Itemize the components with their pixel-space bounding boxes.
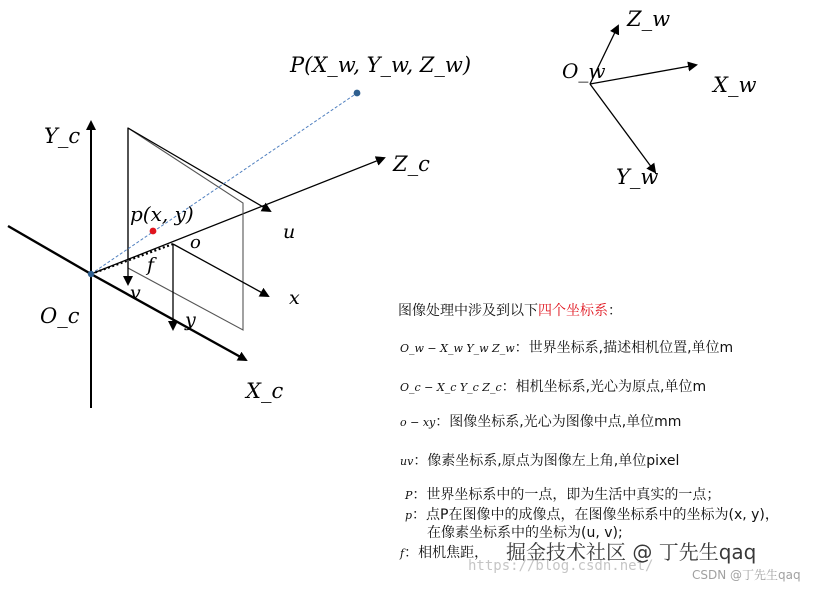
image-plane	[128, 128, 243, 330]
label-Xw: X_w	[713, 73, 757, 97]
camera-x-axis	[91, 274, 246, 360]
watermark-csdn: CSDN @丁先生qaq	[692, 568, 801, 582]
world-frame-line	[400, 337, 733, 357]
label-Yc: Y_c	[44, 124, 81, 148]
label-Oc: O_c	[40, 304, 80, 328]
label-v: v	[130, 282, 141, 304]
p-definition-text-2: 在像素坐标系中的坐标为(u, v);	[427, 525, 623, 541]
projection-ray	[91, 93, 357, 274]
watermark-main: 掘金技术社区 @ 丁先生qaq	[506, 540, 757, 564]
world-point-P	[354, 90, 361, 97]
image-frame-text: ：图像坐标系,光心为图像中点,单位mm	[435, 414, 682, 430]
P-definition-line	[405, 484, 720, 504]
camera-frame-text: ：相机坐标系,光心为原点,单位m	[501, 379, 707, 395]
label-x: x	[289, 287, 300, 309]
world-y-axis	[590, 84, 655, 172]
u-axis	[128, 128, 270, 211]
image-x-axis	[173, 244, 268, 296]
label-P: P(X_w, Y_w, Z_w)	[290, 53, 472, 77]
image-frame-line	[400, 411, 681, 431]
intro-suffix: ：	[608, 303, 622, 319]
p-symbol: p	[405, 509, 413, 522]
label-Zc: Z_c	[393, 152, 430, 176]
world-frame-text: ：世界坐标系,描述相机位置,单位m	[514, 340, 734, 356]
label-Ow: O_w	[562, 59, 606, 83]
intro-highlight: 四个坐标系	[538, 303, 608, 319]
pixel-frame-symbol: uv	[400, 455, 414, 468]
label-p: p(x, y)	[130, 202, 194, 226]
p-definition-line	[405, 504, 779, 524]
camera-frame-line	[400, 376, 706, 396]
label-y: y	[185, 309, 196, 331]
P-definition-text: ：世界坐标系中的一点，即为生活中真实的一点；	[412, 487, 721, 503]
label-Yw: Y_w	[616, 165, 659, 189]
camera-origin-point	[88, 271, 94, 277]
label-Zw: Z_w	[627, 7, 671, 31]
world-x-axis	[590, 65, 696, 84]
watermark-url: https://blog.csdn.net/	[468, 558, 654, 574]
label-f: f	[147, 254, 155, 276]
focal-length-line	[91, 244, 173, 274]
label-o: o	[190, 232, 201, 253]
camera-x-axis-back	[8, 226, 91, 274]
pixel-frame-line	[400, 450, 679, 470]
image-point-p	[150, 228, 157, 235]
pixel-frame-text: ：像素坐标系,原点为图像左上角,单位pixel	[413, 453, 680, 469]
world-frame-symbol: O_w − X_w Y_w Z_w	[400, 342, 515, 355]
label-u: u	[283, 221, 296, 243]
label-Xc: X_c	[246, 379, 284, 403]
intro-line	[398, 300, 622, 320]
P-symbol: P	[405, 489, 413, 502]
image-frame-symbol: o − xy	[400, 416, 436, 429]
camera-frame-symbol: O_c − X_c Y_c Z_c	[400, 381, 502, 394]
f-definition-text: ：相机焦距，	[404, 545, 489, 561]
f-symbol: f	[400, 547, 405, 560]
intro-prefix: 图像处理中涉及到以下	[398, 303, 538, 319]
p-definition-text-1: ：点P在图像中的成像点，在图像坐标系中的坐标为(x, y)，	[412, 507, 779, 523]
